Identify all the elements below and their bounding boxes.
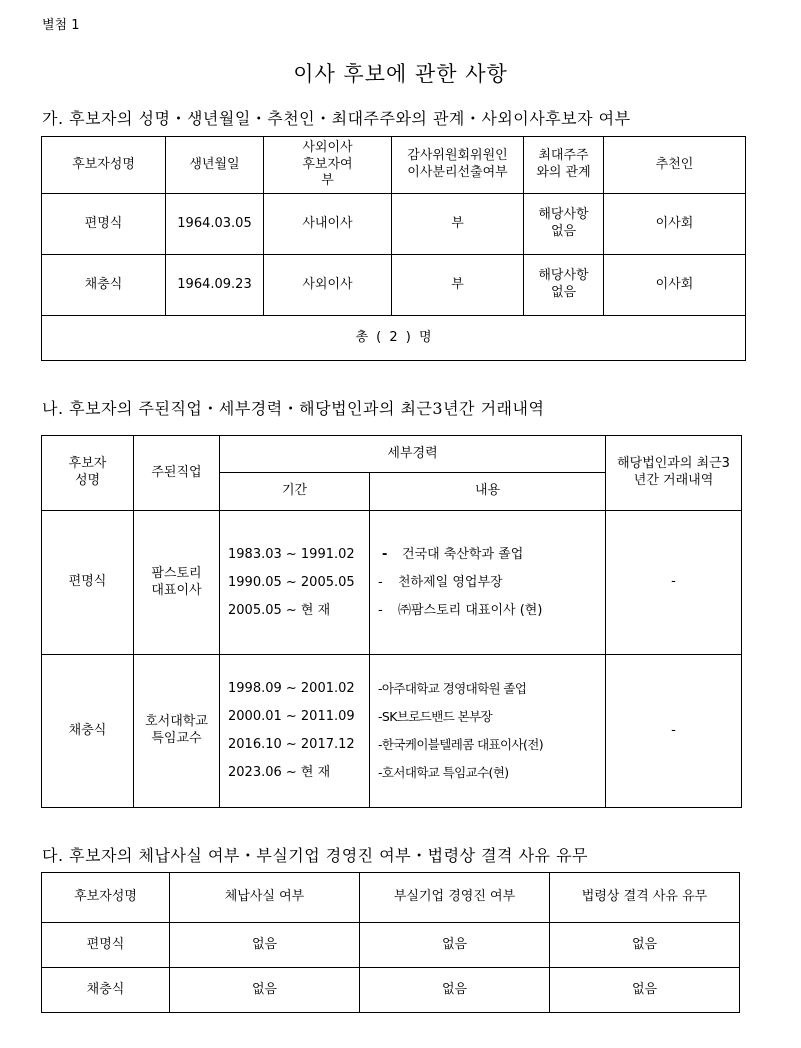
career-period: 1983.03 ~ 1991.02	[228, 546, 355, 562]
legal-disqualification: 없음	[550, 968, 740, 1013]
candidate-name: 편명식	[42, 511, 134, 655]
table-row	[42, 923, 740, 968]
tax-arrears: 없음	[170, 923, 360, 968]
career-table	[41, 435, 742, 808]
major-shareholder-relation: 해당사항 없음	[524, 255, 604, 316]
section-b-heading: 나. 후보자의 주된직업・세부경력・해당법인과의 최근3년간 거래내역	[42, 399, 545, 418]
legal-disqualification: 없음	[550, 923, 740, 968]
table-row	[42, 968, 740, 1013]
transaction-history: -	[606, 655, 742, 808]
audit-committee-status: 부	[392, 255, 524, 316]
header-cell: 후보자성명	[42, 873, 170, 923]
total-row	[42, 316, 746, 361]
career-content: -한국케이블텔레콤 대표이사(전)	[378, 737, 544, 752]
table-header-row	[42, 137, 746, 194]
section-c-heading: 다. 후보자의 체납사실 여부・부실기업 경영진 여부・법령상 결격 사유 유무	[42, 846, 588, 865]
insolvent-management: 없음	[360, 968, 550, 1013]
candidate-name: 채충식	[42, 655, 134, 808]
header-cell: 법령상 결격 사유 유무	[550, 873, 740, 923]
header-cell: 후보자성명	[42, 137, 166, 194]
disqualification-table	[41, 872, 740, 1013]
career-content: - 건국대 축산학과 졸업	[382, 546, 524, 562]
candidate-name: 채충식	[42, 968, 170, 1013]
career-contents	[370, 655, 606, 808]
career-content: -호서대학교 특임교수(현)	[378, 765, 509, 780]
header-cell: 해당법인과의 최근3년간 거래내역	[606, 436, 742, 511]
table-row	[42, 655, 742, 808]
birth-date: 1964.09.23	[166, 255, 264, 316]
career-period: 1990.05 ~ 2005.05	[228, 574, 355, 590]
header-cell: 부실기업 경영진 여부	[360, 873, 550, 923]
header-cell: 주된직업	[134, 436, 220, 511]
header-cell: 생년월일	[166, 137, 264, 194]
main-occupation: 호서대학교 특임교수	[134, 655, 220, 808]
annex-label: 별첨 1	[42, 18, 80, 33]
candidate-name: 편명식	[42, 194, 166, 255]
header-cell: 추천인	[604, 137, 746, 194]
career-contents	[370, 511, 606, 655]
career-period: 2005.05 ~ 현 재	[228, 602, 331, 618]
header-cell: 후보자 성명	[42, 436, 134, 511]
major-shareholder-relation: 해당사항 없음	[524, 194, 604, 255]
career-periods	[220, 655, 370, 808]
career-period: 1998.09 ~ 2001.02	[228, 681, 355, 696]
career-periods	[220, 511, 370, 655]
table-row	[42, 255, 746, 316]
recommender: 이사회	[604, 194, 746, 255]
table-header-row	[42, 873, 740, 923]
career-period: 2016.10 ~ 2017.12	[228, 737, 355, 752]
career-period: 2023.06 ~ 현 재	[228, 765, 331, 780]
outside-director-status: 사내이사	[264, 194, 392, 255]
career-content: -아주대학교 경영대학원 졸업	[378, 681, 527, 696]
table-row	[42, 194, 746, 255]
career-period: 2000.01 ~ 2011.09	[228, 709, 355, 724]
page-title: 이사 후보에 관한 사항	[293, 62, 508, 86]
header-cell: 감사위원회위원인 이사분리선출여부	[392, 137, 524, 194]
career-content: - 천하제일 영업부장	[378, 574, 503, 590]
career-content: -SK브로드밴드 본부장	[378, 709, 493, 724]
main-occupation: 팜스토리 대표이사	[134, 511, 220, 655]
header-cell: 최대주주 와의 관계	[524, 137, 604, 194]
career-content: - ㈜팜스토리 대표이사 (현)	[378, 602, 543, 618]
candidate-name: 편명식	[42, 923, 170, 968]
candidate-basic-table	[41, 136, 746, 361]
birth-date: 1964.03.05	[166, 194, 264, 255]
table-row	[42, 511, 742, 655]
insolvent-management: 없음	[360, 923, 550, 968]
tax-arrears: 없음	[170, 968, 360, 1013]
outside-director-status: 사외이사	[264, 255, 392, 316]
recommender: 이사회	[604, 255, 746, 316]
table-header-row	[42, 436, 742, 473]
transaction-history: -	[606, 511, 742, 655]
header-cell: 내용	[370, 473, 606, 511]
audit-committee-status: 부	[392, 194, 524, 255]
header-cell: 세부경력	[220, 436, 606, 473]
header-cell: 기간	[220, 473, 370, 511]
candidate-name: 채충식	[42, 255, 166, 316]
header-cell: 사외이사 후보자여부	[264, 137, 392, 194]
section-a-heading: 가. 후보자의 성명・생년월일・추천인・최대주주와의 관계・사외이사후보자 여부	[42, 109, 631, 128]
header-cell: 체납사실 여부	[170, 873, 360, 923]
total-count: 총 ( 2 ) 명	[42, 316, 746, 361]
